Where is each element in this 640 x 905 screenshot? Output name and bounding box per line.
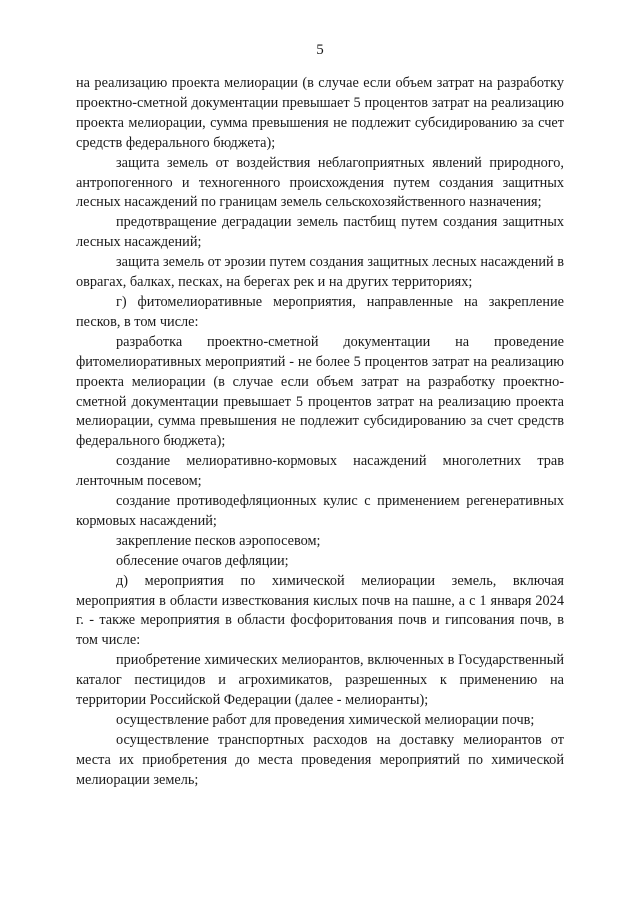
paragraph: облесение очагов дефляции;	[116, 552, 289, 569]
paragraph: защита земель от воздействия неблагоприятных явлений природного, антропогенного и техногенного происхождения путем создания защитных лесных насаждений по границам земель сельскохозяйственного назначения;	[76, 154, 564, 211]
paragraph: разработка проектно-сметной документации на проведение фитомелиоративных мероприятий - не более 5 процентов затрат на реализацию проекта мелиорации (в случае если объем затрат на разработку проектно-сметной документации превышает 5 процентов затрат на реализацию проекта мелиорации, сумма превышения не подлежит субсидированию за счет средств федерального бюджета);	[76, 333, 564, 450]
paragraph: закрепление песков аэропосевом;	[116, 532, 321, 549]
paragraph: предотвращение деградации земель пастбищ путем создания защитных лесных насаждений;	[76, 214, 564, 251]
paragraph: осуществление транспортных расходов на доставку мелиорантов от места их приобретения до места проведения мероприятий по химической мелиорации земель;	[76, 731, 564, 788]
paragraph: приобретение химических мелиорантов, включенных в Государственный каталог пестицидов и агрохимикатов, разрешенных к применению на территории Российской Федерации (далее - мелиоранты);	[76, 652, 564, 709]
paragraph: создание мелиоративно-кормовых насаждений многолетних трав ленточным посевом;	[76, 453, 564, 490]
paragraph: г) фитомелиоративные мероприятия, направленные на закрепление песков, в том числе:	[76, 293, 564, 330]
page-number: 5	[316, 42, 324, 58]
paragraph: создание противодефляционных кулис с применением регенеративных кормовых насаждений;	[76, 493, 564, 529]
paragraph: осуществление работ для проведения химической мелиорации почв;	[116, 712, 535, 728]
paragraph: на реализацию проекта мелиорации (в случае если объем затрат на разработку проектно-сметной документации превышает 5 процентов затрат на реализацию проекта мелиорации, сумма превышения не подлежит субсидированию за счет средств федерального бюджета);	[76, 75, 564, 151]
paragraph: защита земель от эрозии путем создания защитных лесных насаждений в оврагах, балках, песках, на берегах рек и на других территориях;	[76, 254, 564, 291]
document-body	[76, 74, 564, 791]
paragraph: д) мероприятия по химической мелиорации земель, включая мероприятия в области известкования кислых почв на пашне, а с 1 января 2024 г. - также мероприятия в области фосфоритования почв и гипсования почв, в том числе:	[76, 572, 564, 649]
